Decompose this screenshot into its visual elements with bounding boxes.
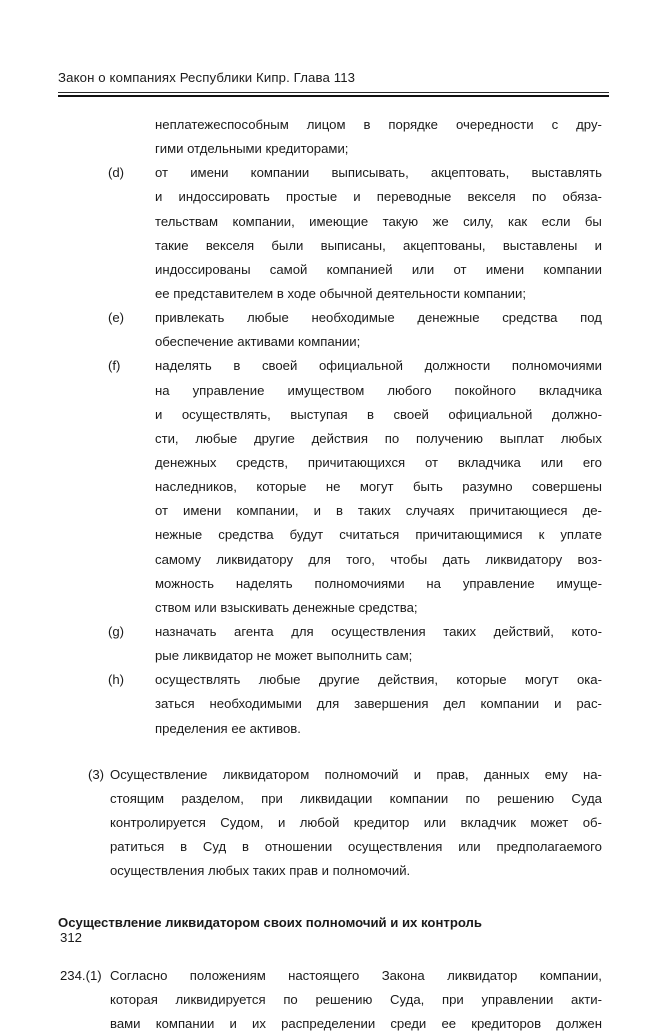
section-234: [0, 964, 667, 1036]
text-line: обеспечение активами компании;: [155, 334, 361, 350]
text-line: и индоссировать простые и переводные векселя по обяза-: [155, 189, 602, 205]
section-number: 234.(1): [60, 967, 102, 983]
list-marker: (f): [108, 358, 121, 374]
subsection-3: [0, 763, 667, 884]
list-marker: (g): [108, 623, 125, 639]
text-line: [0, 620, 667, 644]
text-line: контролируется Судом, и любой кредитор или вкладчик может об-: [110, 814, 602, 830]
text-line: ратиться в Суд в отношении осуществления или предполагаемого: [110, 839, 602, 855]
heading-gap-below: [0, 936, 667, 964]
list-item: [0, 161, 667, 306]
section-line: Согласно положениям настоящего Закона ликвидатор компании,: [110, 967, 602, 983]
text-line: [0, 668, 667, 692]
list-marker: (e): [108, 310, 125, 326]
text-line: пределения ее активов.: [155, 720, 301, 736]
text-line: осуществления любых таких прав и полномочий.: [110, 863, 411, 879]
list-item-line: назначать агента для осуществления таких действий, кото-: [155, 623, 602, 639]
text-line: от имени компании, и в таких случаях причитающиеся де-: [155, 503, 602, 519]
text-line: и осуществлять, выступая в своей официальной должно-: [155, 406, 602, 422]
text-line: ее представителем в ходе обычной деятельности компании;: [155, 285, 526, 301]
text-line: рые ликвидатор не может выполнить сам;: [155, 648, 413, 664]
text-line: стоящим разделом, при ликвидации компании по решению Суда: [110, 790, 602, 806]
list-item-line: осуществлять любые другие действия, которые могут ока-: [155, 672, 602, 688]
header-rule-thick: [58, 95, 609, 97]
text-line: нежные средства будут считаться причитающимися к уплате: [155, 527, 602, 543]
list-item-line: наделять в своей официальной должности полномочиями: [155, 358, 602, 374]
header-double-rule: [58, 92, 609, 97]
list-item: [0, 354, 667, 620]
text-line: денежных средств, причитающихся от вкладчика или его: [155, 454, 602, 470]
text-line: заться необходимыми для завершения дел компании и рас-: [155, 696, 602, 712]
text-line: [0, 161, 667, 185]
subsection-line: Осуществление ликвидатором полномочий и прав, данных ему на-: [110, 766, 602, 782]
text-line: самому ликвидатору для того, чтобы дать ликвидатору воз-: [155, 551, 602, 567]
text-line: [0, 964, 667, 988]
continued-paragraph: [0, 113, 667, 161]
header-rule-thin: [58, 92, 609, 93]
list-item-line: от имени компании выписывать, акцептовать, выставлять: [155, 165, 602, 181]
paragraph-gap: [0, 741, 667, 763]
list-item: [0, 620, 667, 668]
text-line: неплатежеспособным лицом в порядке очередности с дру-: [155, 117, 602, 132]
text-line: [0, 763, 667, 787]
list-item: [0, 306, 667, 354]
text-line: [0, 306, 667, 330]
text-line: ством или взыскивать денежные средства;: [155, 599, 418, 615]
running-head: Закон о компаниях Республики Кипр. Глава 113: [58, 70, 356, 85]
text-line: можность наделять полномочиями на управление имуще-: [155, 575, 602, 591]
text-line: сти, любые другие действия по получению выплат любых: [155, 430, 602, 446]
page-number: 312: [60, 930, 83, 945]
text-line: такие векселя были выписаны, акцептованы, выставлены и: [155, 237, 602, 253]
subsection-marker: (3): [88, 766, 105, 782]
heading-gap-above: [0, 883, 667, 911]
text-line: [0, 354, 667, 378]
text-line: на управление имуществом любого покойного вкладчика: [155, 382, 602, 398]
text-line: индоссированы самой компанией или от имени компании: [155, 261, 602, 277]
text-line: вами компании и их распределении среди ее кредиторов должен: [110, 1015, 602, 1031]
list-marker: (d): [108, 165, 125, 181]
list-marker: (h): [108, 672, 125, 688]
text-line: гими отдельными кредиторами;: [155, 141, 349, 157]
text-line: которая ликвидируется по решению Суда, при управлении акти-: [110, 991, 602, 1007]
text-line: тельствам компании, имеющие такую же силу, как если бы: [155, 213, 602, 229]
list-item-line: привлекать любые необходимые денежные средства под: [155, 310, 602, 326]
page-body: [0, 113, 667, 1036]
section-heading: Осуществление ликвидатором своих полномочий и их контроль: [58, 915, 482, 931]
list-item: [0, 668, 667, 740]
text-line: наследников, которые не могут быть разумно совершены: [155, 479, 602, 495]
